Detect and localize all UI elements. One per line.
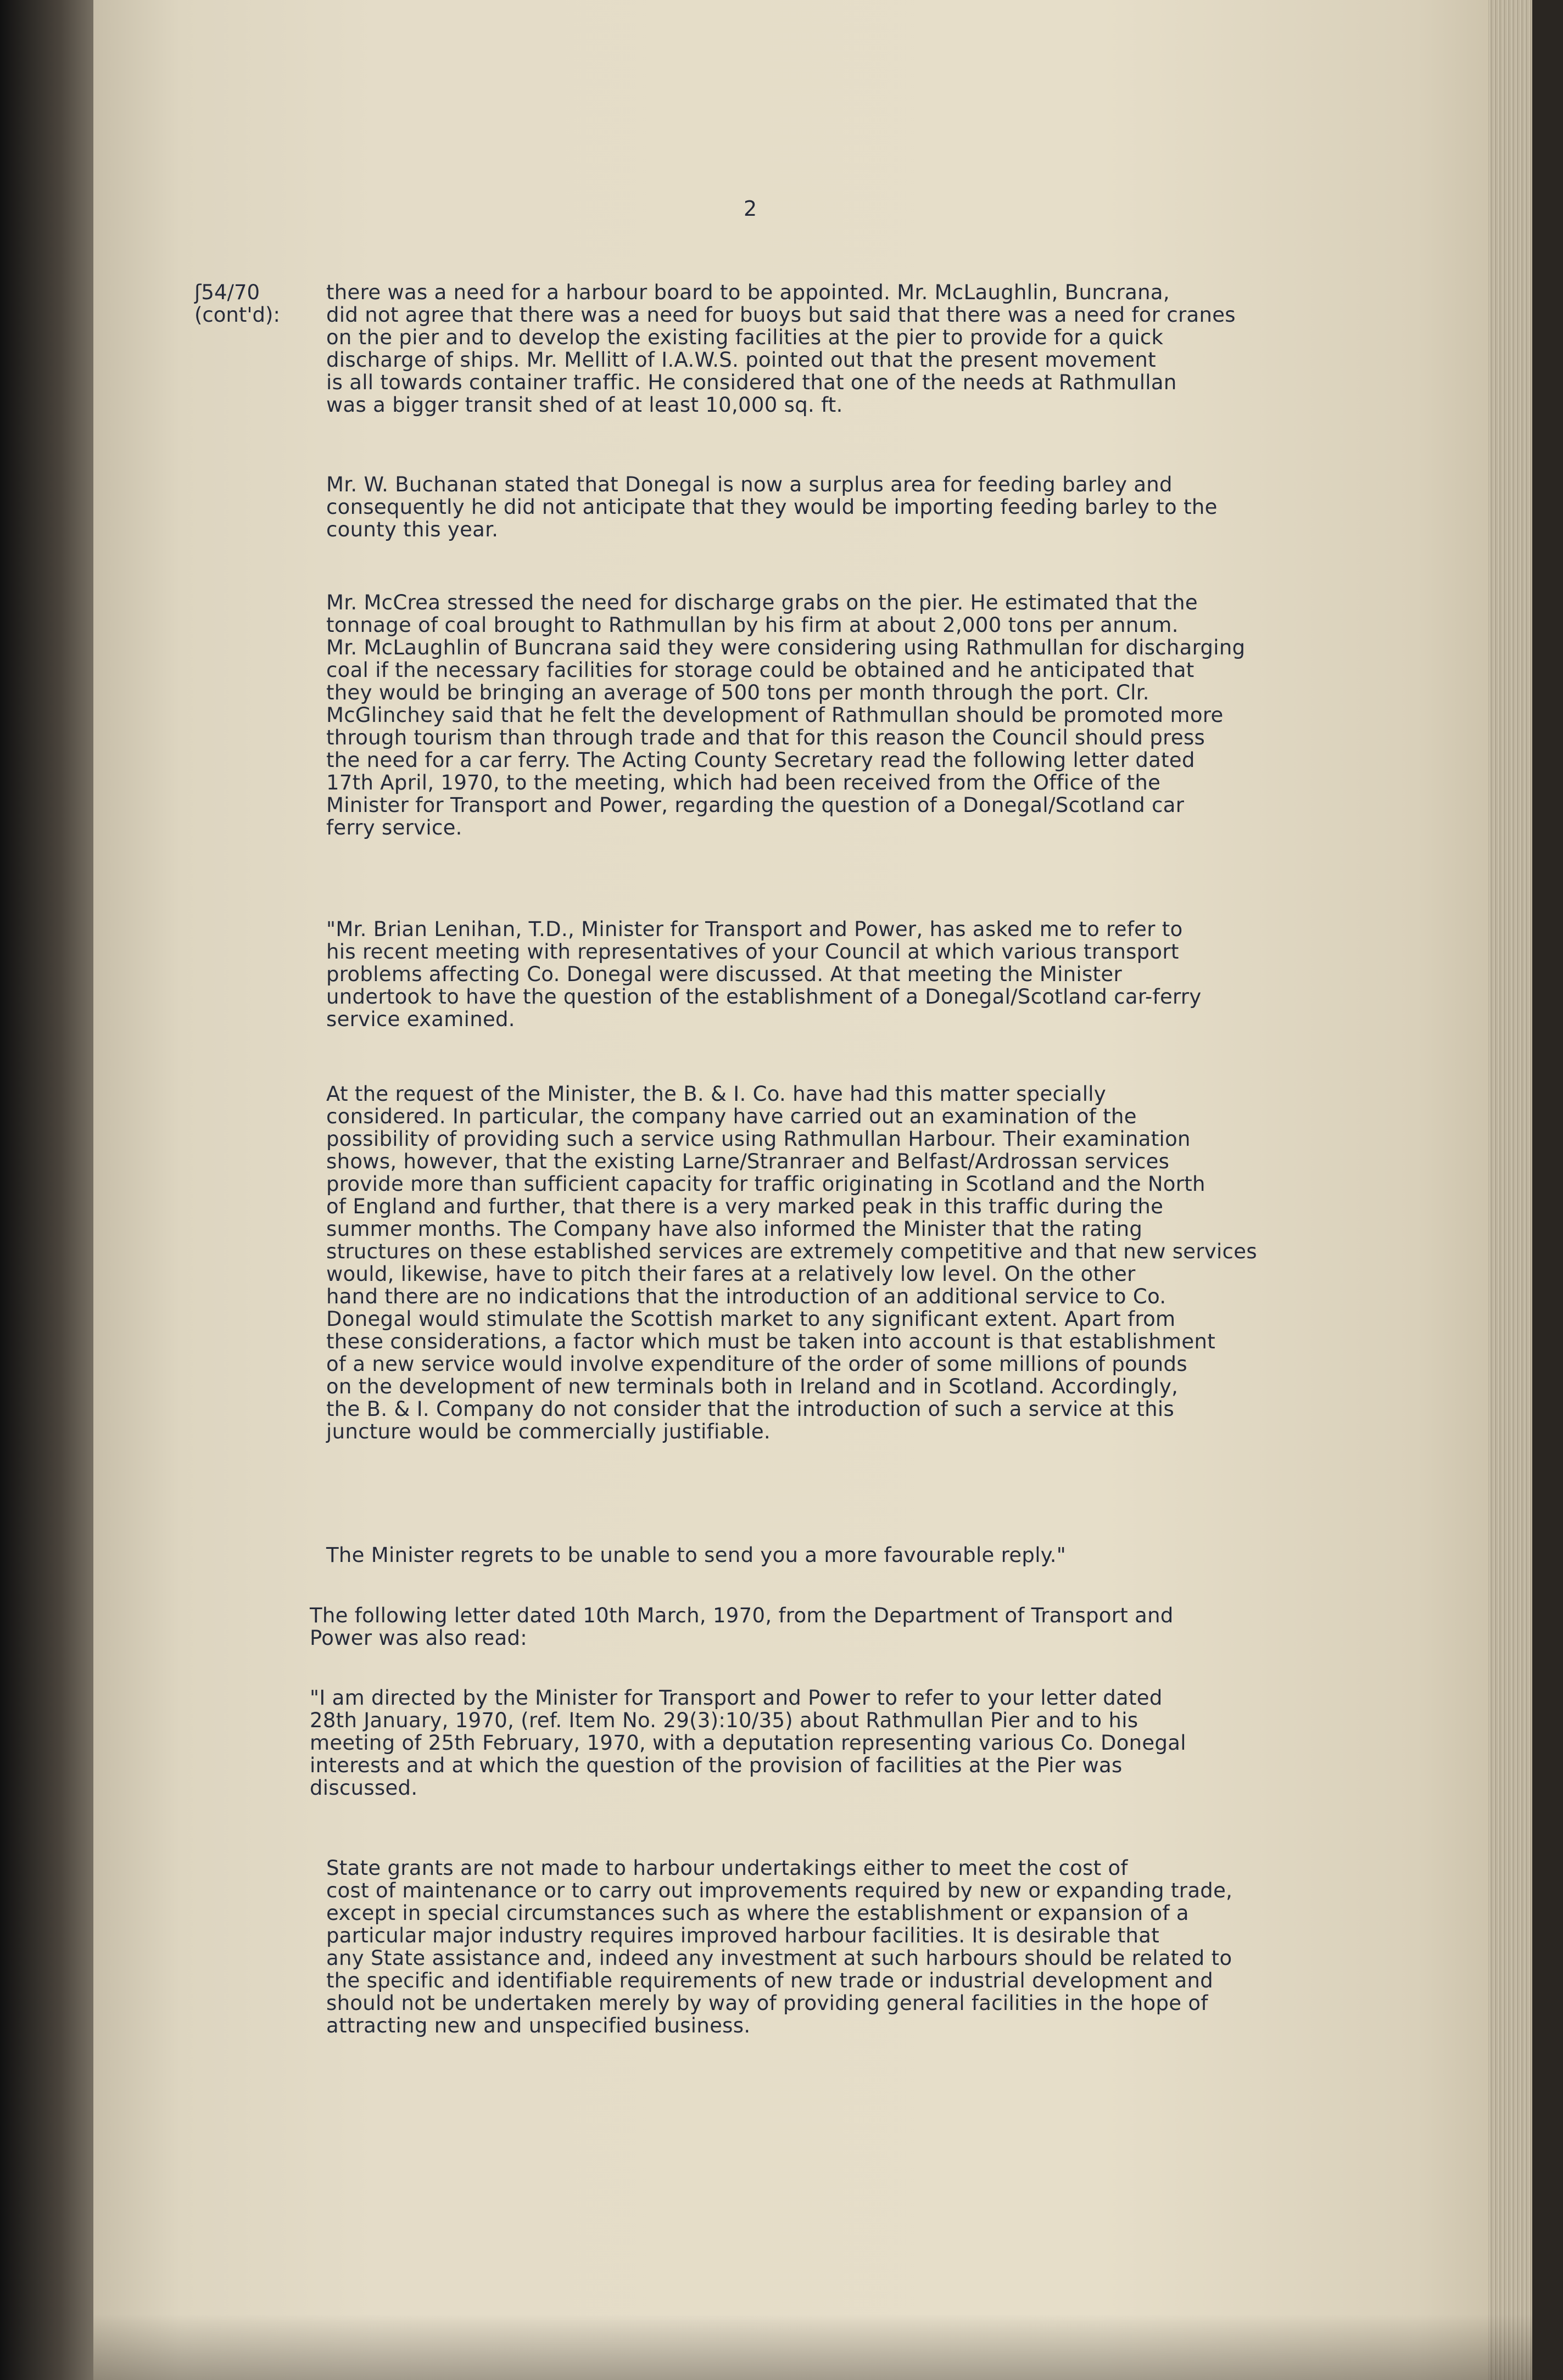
text-line: meeting of 25th February, 1970, with a deputation representing various Co. Donegal xyxy=(310,1731,1186,1755)
text-line: the specific and identifiable requirements of new trade or industrial development and xyxy=(326,1969,1214,1992)
text-line: problems affecting Co. Donegal were discussed. At that meeting the Minister xyxy=(326,962,1123,986)
text-line: Mr. W. Buchanan stated that Donegal is now a surplus area for feeding barley and xyxy=(326,473,1173,496)
text-line: hand there are no indications that the introduction of an additional service to Co. xyxy=(326,1285,1166,1308)
text-line: "Mr. Brian Lenihan, T.D., Minister for Transport and Power, has asked me to refer to xyxy=(326,917,1183,941)
paragraph-coal-and-ferry xyxy=(326,591,1414,839)
text-line: The following letter dated 10th March, 1970, from the Department of Transport and xyxy=(310,1604,1174,1627)
paragraph-minister-regrets xyxy=(326,1544,1414,1566)
text-line: service examined. xyxy=(326,1007,515,1031)
text-line: Mr. McCrea stressed the need for discharge grabs on the pier. He estimated that the xyxy=(326,591,1198,614)
text-line: his recent meeting with representatives of your Council at which various transport xyxy=(326,940,1179,964)
text-line: At the request of the Minister, the B. & I. Co. have had this matter specially xyxy=(326,1082,1107,1106)
paragraph-lenihan-letter-opening xyxy=(326,918,1414,1031)
text-line: except in special circumstances such as where the establishment or expansion of a xyxy=(326,1901,1189,1925)
paragraph-following-letter-intro xyxy=(310,1604,1397,1649)
text-line: cost of maintenance or to carry out improvements required by new or expanding trade, xyxy=(326,1879,1233,1902)
paragraph-barley xyxy=(326,473,1414,541)
text-line: "I am directed by the Minister for Transport and Power to refer to your letter dated xyxy=(310,1686,1163,1710)
page-bottom-shadow xyxy=(93,2314,1532,2380)
text-line: any State assistance and, indeed any investment at such harbours should be related to xyxy=(326,1946,1232,1970)
text-line: structures on these established services are extremely competitive and that new services xyxy=(326,1240,1257,1263)
text-line: did not agree that there was a need for buoys but said that there was a need for cranes xyxy=(326,303,1236,327)
text-line: on the pier and to develop the existing facilities at the pier to provide for a quick xyxy=(326,326,1164,349)
text-line: of a new service would involve expenditure of the order of some millions of pounds xyxy=(326,1352,1187,1376)
margin-reference-continued: (cont'd): xyxy=(194,303,280,327)
text-line: attracting new and unspecified business. xyxy=(326,2014,751,2037)
text-line: would, likewise, have to pitch their fares at a relatively low level. On the other xyxy=(326,1262,1136,1286)
text-line: the need for a car ferry. The Acting County Secretary read the following letter dated xyxy=(326,748,1195,772)
text-line: ferry service. xyxy=(326,816,462,839)
text-line: these considerations, a factor which must be taken into account is that establishment xyxy=(326,1330,1216,1353)
text-line: juncture would be commercially justifiable. xyxy=(326,1420,771,1443)
text-line: the B. & I. Company do not consider that the introduction of such a service at this xyxy=(326,1397,1175,1421)
text-line: particular major industry requires improved harbour facilities. It is desirable that xyxy=(326,1924,1160,1947)
text-line: undertook to have the question of the establishment of a Donegal/Scotland car-ferry xyxy=(326,985,1202,1009)
margin-reference-item: ʃ54/70 xyxy=(194,281,260,304)
text-line: McGlinchey said that he felt the development of Rathmullan should be promoted more xyxy=(326,703,1224,727)
text-line: 17th April, 1970, to the meeting, which had been received from the Office of the xyxy=(326,771,1161,794)
text-line: The Minister regrets to be unable to send you a more favourable reply." xyxy=(326,1543,1067,1567)
text-line: 28th January, 1970, (ref. Item No. 29(3):10/35) about Rathmullan Pier and to his xyxy=(310,1709,1138,1732)
text-line: Donegal would stimulate the Scottish market to any significant extent. Apart from xyxy=(326,1307,1176,1331)
text-line: consequently he did not anticipate that they would be importing feeding barley to the xyxy=(326,495,1218,519)
text-line: on the development of new terminals both in Ireland and in Scotland. Accordingly, xyxy=(326,1375,1179,1398)
text-line: Minister for Transport and Power, regarding the question of a Donegal/Scotland car xyxy=(326,793,1185,817)
text-line: coal if the necessary facilities for storage could be obtained and he anticipated that xyxy=(326,658,1194,682)
text-line: county this year. xyxy=(326,518,499,541)
paragraph-harbour-board xyxy=(326,281,1414,416)
page-edge-stack xyxy=(1488,0,1532,2380)
text-line: provide more than sufficient capacity for traffic originating in Scotland and the North xyxy=(326,1172,1205,1196)
text-line: interests and at which the question of the provision of facilities at the Pier was xyxy=(310,1754,1123,1777)
text-line: summer months. The Company have also informed the Minister that the rating xyxy=(326,1217,1143,1241)
text-line: was a bigger transit shed of at least 10,000 sq. ft. xyxy=(326,393,843,417)
text-line: shows, however, that the existing Larne/Stranraer and Belfast/Ardrossan services xyxy=(326,1150,1170,1173)
text-line: should not be undertaken merely by way of providing general facilities in the hope of xyxy=(326,1991,1208,2015)
page-number: 2 xyxy=(744,197,757,221)
text-line: possibility of providing such a service using Rathmullan Harbour. Their examination xyxy=(326,1127,1191,1151)
text-line: discharge of ships. Mr. Mellitt of I.A.W.S. pointed out that the present movement xyxy=(326,348,1156,372)
text-line: State grants are not made to harbour undertakings either to meet the cost of xyxy=(326,1856,1128,1880)
margin-reference xyxy=(194,281,280,326)
text-line: is all towards container traffic. He considered that one of the needs at Rathmullan xyxy=(326,371,1177,394)
text-line: Power was also read: xyxy=(310,1626,528,1650)
text-line: considered. In particular, the company have carried out an examination of the xyxy=(326,1105,1137,1128)
text-line: of England and further, that there is a very marked peak in this traffic during the xyxy=(326,1195,1164,1218)
paragraph-bi-company-findings xyxy=(326,1083,1414,1443)
body-text xyxy=(310,281,1414,2148)
text-line: Mr. McLaughlin of Buncrana said they were considering using Rathmullan for discharging xyxy=(326,636,1246,659)
text-line: they would be bringing an average of 500 tons per month through the port. Clr. xyxy=(326,681,1149,704)
paragraph-state-grants xyxy=(326,1857,1414,2037)
text-line: tonnage of coal brought to Rathmullan by his firm at about 2,000 tons per annum. xyxy=(326,613,1179,637)
text-line: through tourism than through trade and that for this reason the Council should press xyxy=(326,726,1205,749)
paragraph-department-letter-opening xyxy=(310,1687,1397,1799)
text-line: discussed. xyxy=(310,1776,418,1800)
text-line: there was a need for a harbour board to be appointed. Mr. McLaughlin, Buncrana, xyxy=(326,281,1170,304)
